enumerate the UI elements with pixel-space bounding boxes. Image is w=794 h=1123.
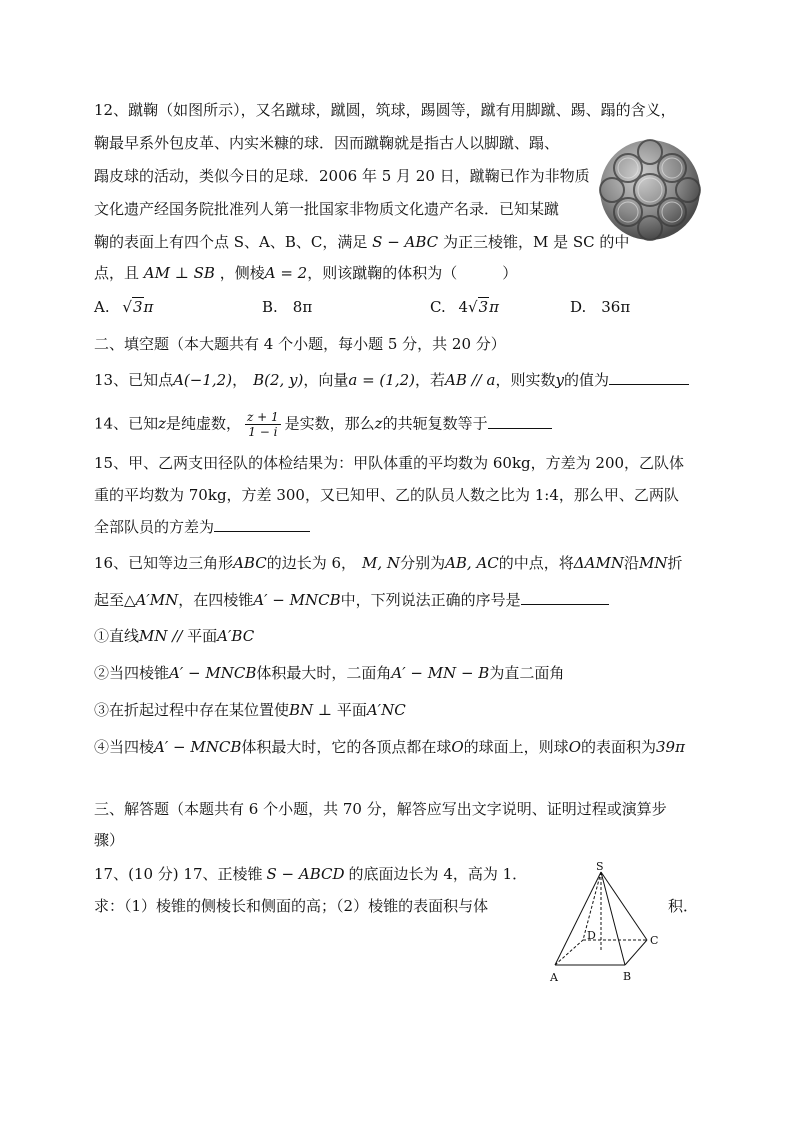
q16-l2b: ，在四棱锥 [178, 591, 254, 609]
edge-ad [555, 940, 583, 965]
section-3-line-1: 三、解答题（本题共有 6 个小题，共 70 分，解答应写出文字说明、证明过程或演算步 [94, 800, 667, 818]
q16-s3-plane: A′NC [366, 701, 406, 719]
q15-line-1: 15、甲、乙两支田径队的体检结果为：甲队体重的平均数为 60kg，方差为 200，乙队体 [94, 454, 685, 472]
q14 [94, 410, 552, 439]
q13-parallel: AB // a [445, 371, 496, 389]
q12-line-3: 蹋皮球的活动，类似今日的足球．2006 年 5 月 20 日，蹴鞠已作为非物质 [94, 167, 590, 185]
option-c-pi: π [489, 298, 500, 316]
q13 [94, 370, 689, 390]
option-a-pi: π [143, 298, 154, 316]
option-a-radicand: 3 [132, 298, 143, 316]
q12-line-4: 文化遗产经国务院批准列人第一批国家非物质文化遗产名录．已知某蹴 [94, 200, 560, 218]
q16-s2a: ②当四棱锥 [94, 664, 170, 682]
q14-frac-num: z + 1 [247, 410, 279, 424]
q16-s4a: ④当四棱 [94, 738, 155, 756]
q14-answer-blank[interactable] [488, 414, 552, 429]
q13-text-f: 的值为 [563, 371, 609, 389]
q12-math-pyramid: S − ABC [372, 233, 439, 251]
q16-amn: ΔAMN [573, 554, 624, 572]
q17-line-2: 求：（1）棱锥的侧棱长和侧面的高；（2）棱锥的表面积与体 [94, 897, 489, 915]
label-d: D [587, 929, 596, 942]
q16-s1b: 平面 [187, 627, 218, 645]
section-3-line-2: 骤） [94, 831, 125, 849]
q16-ab-ac: AB, AC [445, 554, 499, 572]
q16-s4-area: 39π [656, 738, 685, 756]
q12-line-5a: 鞠的表面上有四个点 S、A、B、C，满足 [94, 233, 368, 251]
q17-pyramid: S − ABCD [266, 865, 345, 883]
option-a-value: √3π [122, 298, 154, 316]
cuju-ball-icon [598, 138, 702, 242]
q16-l1e: 沿 [623, 554, 639, 572]
q16-statement-2 [94, 663, 564, 683]
label-b: B [623, 970, 632, 983]
q16-l2c: 中，下列说法正确的序号是 [340, 591, 521, 609]
q12-math-edge: A = 2 [264, 264, 308, 282]
edge-sa [555, 872, 601, 965]
q12-line-5b: 为正三棱锥，M 是 SC 的中 [442, 233, 630, 251]
option-c-value: 4√3π [458, 298, 500, 316]
q16-s4b: 体积最大时，它的各顶点都在球 [241, 738, 452, 756]
q16-line-1 [94, 553, 682, 573]
q13-text-b: ， [232, 371, 248, 389]
q14-text-c: 是实数，那么 [284, 414, 375, 433]
q16-s3b: 平面 [336, 701, 367, 719]
q16-s4-o2: O [568, 738, 581, 756]
q17-line-1 [94, 864, 527, 884]
q14-var-z: z [158, 414, 166, 433]
q17-line-2-end: 积． [668, 897, 699, 915]
label-a: A [550, 971, 558, 984]
q14-text-b: 是纯虚数， [166, 414, 242, 433]
q17-l1a: 17、(10 分) 17、正棱锥 [94, 865, 263, 883]
q13-text-c: ，向量 [303, 371, 349, 389]
q15-line-3 [94, 517, 310, 537]
q16-s4d: 的表面积为 [581, 738, 657, 756]
label-s: S [596, 862, 604, 873]
q16-s4-o: O [451, 738, 464, 756]
q12-line-1: 12、蹴鞠（如图所示），又名蹴球，蹴圆，筑球，踢圆等，蹴有用脚蹴、踢、蹋的含义， [94, 101, 676, 119]
option-c-label: C. [430, 298, 446, 316]
q12-option-c[interactable] [430, 297, 499, 317]
q12-line-6d: ，则该蹴鞠的体积为（ ） [307, 264, 518, 282]
q12-math-perp: AM ⊥ SB [143, 264, 215, 282]
q15-line-3-text: 全部队员的方差为 [94, 518, 215, 536]
q16-l1d: 的中点，将 [498, 554, 574, 572]
q16-statement-4 [94, 737, 685, 757]
q12-line-6b: ，侧棱 [219, 264, 265, 282]
option-a-label: A. [94, 298, 110, 316]
q12-option-d[interactable]: D. 36π [570, 298, 631, 316]
option-c-coef: 4 [458, 298, 469, 316]
q16-s3-perp: BN ⊥ [289, 701, 337, 719]
q16-s2c: 为直二面角 [489, 664, 565, 682]
q16-s2b: 体积最大时，二面角 [256, 664, 392, 682]
q13-point-a: A(−1,2) [173, 371, 233, 389]
q17-l1b: 的底面边长为 4，高为 1． [348, 865, 528, 883]
q16-mn-edge: MN [638, 554, 668, 572]
q16-l1a: 16、已知等边三角形 [94, 554, 234, 572]
q12-line-2: 鞠最早系外包皮革、内实米糠的球．因而蹴鞠就是指古人以脚蹴、蹋、 [94, 134, 560, 152]
q15-line-2: 重的平均数为 70kg，方差 300，又已知甲、乙的队员人数之比为 1:4，那么甲、乙两队 [94, 486, 679, 504]
q16-l1b: 的边长为 6， [266, 554, 357, 572]
q16-line-2 [94, 590, 609, 610]
q16-s1-plane: A′BC [217, 627, 255, 645]
q13-vector-a: a = (1,2) [348, 371, 415, 389]
edge-sb [601, 872, 625, 965]
q12-line-6a: 点，且 [94, 264, 140, 282]
q16-s4-pyramid: A′ − MNCB [154, 738, 242, 756]
q16-s2-pyramid: A′ − MNCB [169, 664, 257, 682]
edge-sc [601, 872, 647, 940]
q16-l2a: 起至 [94, 591, 125, 609]
q16-s3a: ③在折起过程中存在某位置使 [94, 701, 290, 719]
section-2-title: 二、填空题（本大题共有 4 个小题，每小题 5 分，共 20 分） [94, 335, 506, 353]
q12-option-b[interactable]: B. 8π [262, 298, 313, 316]
q13-text-d: ，若 [414, 371, 445, 389]
q14-frac-den: 1 − i [248, 425, 278, 439]
q16-pyramid: A′ − MNCB [253, 591, 341, 609]
q14-fraction [245, 410, 281, 439]
option-c-radicand: 3 [478, 298, 489, 316]
q16-amn-folded: △A′MN [124, 591, 179, 609]
q16-l1f: 折 [667, 554, 683, 572]
q12-option-a[interactable] [94, 297, 153, 317]
q13-text-a: 13、已知点 [94, 371, 174, 389]
q13-var-y: y [555, 371, 564, 389]
pyramid-figure [545, 862, 685, 987]
q16-s4c: 的球面上，则球 [463, 738, 569, 756]
q14-text-d: 的共轭复数等于 [382, 414, 488, 433]
q12-line-6 [94, 263, 517, 283]
q13-point-b: B(2, y) [253, 371, 304, 389]
q16-s1a: ①直线 [94, 627, 140, 645]
q13-answer-blank[interactable] [609, 370, 689, 385]
q12-line-5 [94, 232, 629, 252]
q16-statement-3 [94, 700, 406, 720]
q13-text-e: ，则实数 [495, 371, 556, 389]
q15-answer-blank[interactable] [214, 517, 310, 532]
q16-statement-1 [94, 626, 254, 646]
q16-mn: M, N [362, 554, 401, 572]
q16-s2-dihedral: A′ − MN − B [391, 664, 490, 682]
q16-s1-parallel: MN // [139, 627, 188, 645]
q16-answer-blank[interactable] [521, 590, 609, 605]
edge-bc [625, 940, 647, 965]
q16-abc: ABC [233, 554, 267, 572]
q14-text-a: 14、已知 [94, 414, 159, 433]
label-c: C [650, 934, 659, 947]
q16-l1c: 分别为 [400, 554, 446, 572]
q14-var-z2: z [374, 414, 383, 433]
